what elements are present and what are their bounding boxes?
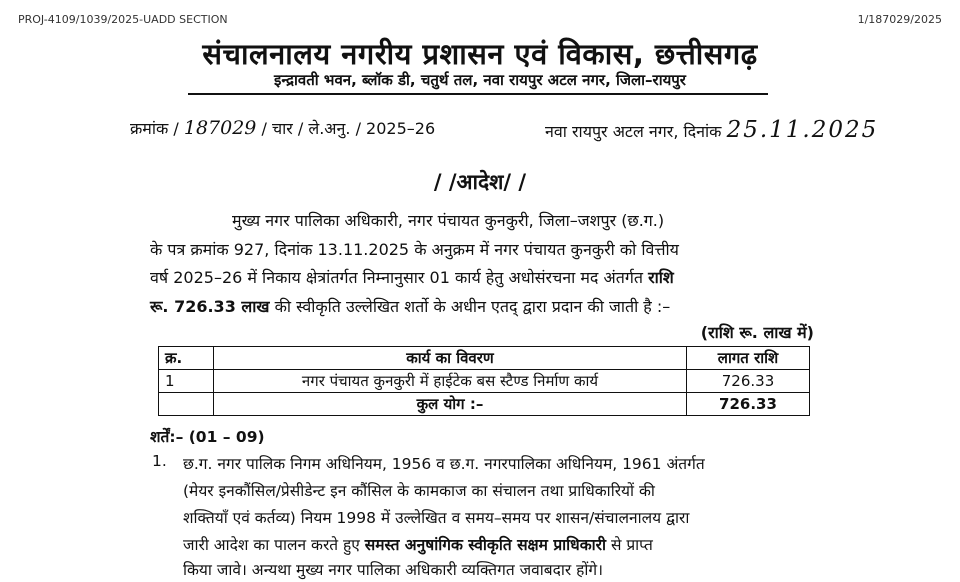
amount-unit: (राशि रू. लाख में) — [700, 323, 814, 342]
condition-1-line-4-text: जारी आदेश का पालन करते हुए — [183, 536, 360, 554]
body-line-2: के पत्र क्रमांक 927, दिनांक 13.11.2025 के अनुक्रम में नगर पंचायत कुनकुरी को वित्तीय — [150, 240, 679, 259]
body-line-1: मुख्य नगर पालिका अधिकारी, नगर पंचायत कुनकुरी, जिला–जशपुर (छ.ग.) — [232, 211, 665, 230]
body-line-4 — [150, 295, 815, 317]
total-amount: 726.33 — [687, 393, 810, 416]
condition-1-line-5: किया जावे। अन्यथा मुख्य नगर पालिका अधिकारी व्यक्तिगत जवाबदार होंगे। — [183, 561, 603, 579]
place-date-label: नवा रायपुर अटल नगर, दिनांक — [545, 122, 722, 141]
works-table — [158, 346, 810, 416]
total-label: कुल योग :– — [214, 393, 687, 416]
header-sno: क्र. — [159, 347, 214, 370]
place-date — [545, 117, 878, 143]
condition-number: 1. — [152, 452, 167, 470]
condition-1-line-4-end: से प्राप्त — [610, 536, 653, 554]
row-description: नगर पंचायत कुनकुरी में हाईटेक बस स्टैण्ड निर्माण कार्य — [214, 370, 687, 393]
row-sno: 1 — [159, 370, 214, 393]
kramank-handwritten: 187029 — [183, 117, 257, 139]
date-handwritten: 25.11.2025 — [726, 117, 879, 143]
table-total-row — [159, 393, 810, 416]
condition-1-line-3: शक्तियाँ एवं कर्तव्य) नियम 1998 में उल्लेखित व समय–समय पर शासन/संचालनालय द्वारा — [183, 509, 690, 527]
department-title: संचालनालय नगरीय प्रशासन एवं विकास, छत्तीसगढ़ — [202, 37, 758, 71]
file-reference: PROJ-4109/1039/2025-UADD SECTION — [18, 13, 228, 26]
condition-1-line-4 — [183, 533, 813, 555]
row-amount: 726.33 — [687, 370, 810, 393]
body-line-3-bold: राशि — [648, 268, 674, 287]
table-header-row — [159, 347, 810, 370]
receipt-number: 1/187029/2025 — [857, 13, 942, 26]
department-address: इन्द्रावती भवन, ब्लॉक डी, चतुर्थ तल, नवा रायपुर अटल नगर, जिला–रायपुर — [274, 71, 686, 89]
conditions-heading: शर्तें:– (01 – 09) — [150, 428, 265, 446]
body-line-3 — [150, 266, 815, 288]
kramank-rest: / चार / ले.अनु. / 2025–26 — [261, 119, 436, 138]
total-empty-cell — [159, 393, 214, 416]
condition-1-line-4-bold: समस्त अनुषांगिक स्वीकृति सक्षम प्राधिकारी — [364, 536, 606, 554]
header-description: कार्य का विवरण — [214, 347, 687, 370]
header-amount: लागत राशि — [687, 347, 810, 370]
order-title: / /आदेश/ / — [433, 170, 527, 194]
header-underline — [188, 93, 768, 95]
kramank-label: क्रमांक / — [130, 119, 179, 138]
table-row — [159, 370, 810, 393]
sanctioned-amount: रू. 726.33 लाख — [150, 297, 270, 316]
condition-1-line-2: (मेयर इनकौंसिल/प्रेसीडेन्ट इन कौंसिल के कामकाज का संचालन तथा प्राधिकारियों की — [183, 482, 655, 500]
body-line-3-text: वर्ष 2025–26 में निकाय क्षेत्रांतर्गत निम्नानुसार 01 कार्य हेतु अधोसंरचना मद अंतर्गत — [150, 268, 643, 287]
body-line-4-text: की स्वीकृति उल्लेखित शर्तो के अधीन एतद् द्वारा प्रदान की जाती है :– — [274, 297, 671, 316]
reference-number — [130, 117, 435, 139]
condition-1-line-1: छ.ग. नगर पालिक निगम अधिनियम, 1956 व छ.ग. नगरपालिका अधिनियम, 1961 अंतर्गत — [183, 455, 705, 473]
